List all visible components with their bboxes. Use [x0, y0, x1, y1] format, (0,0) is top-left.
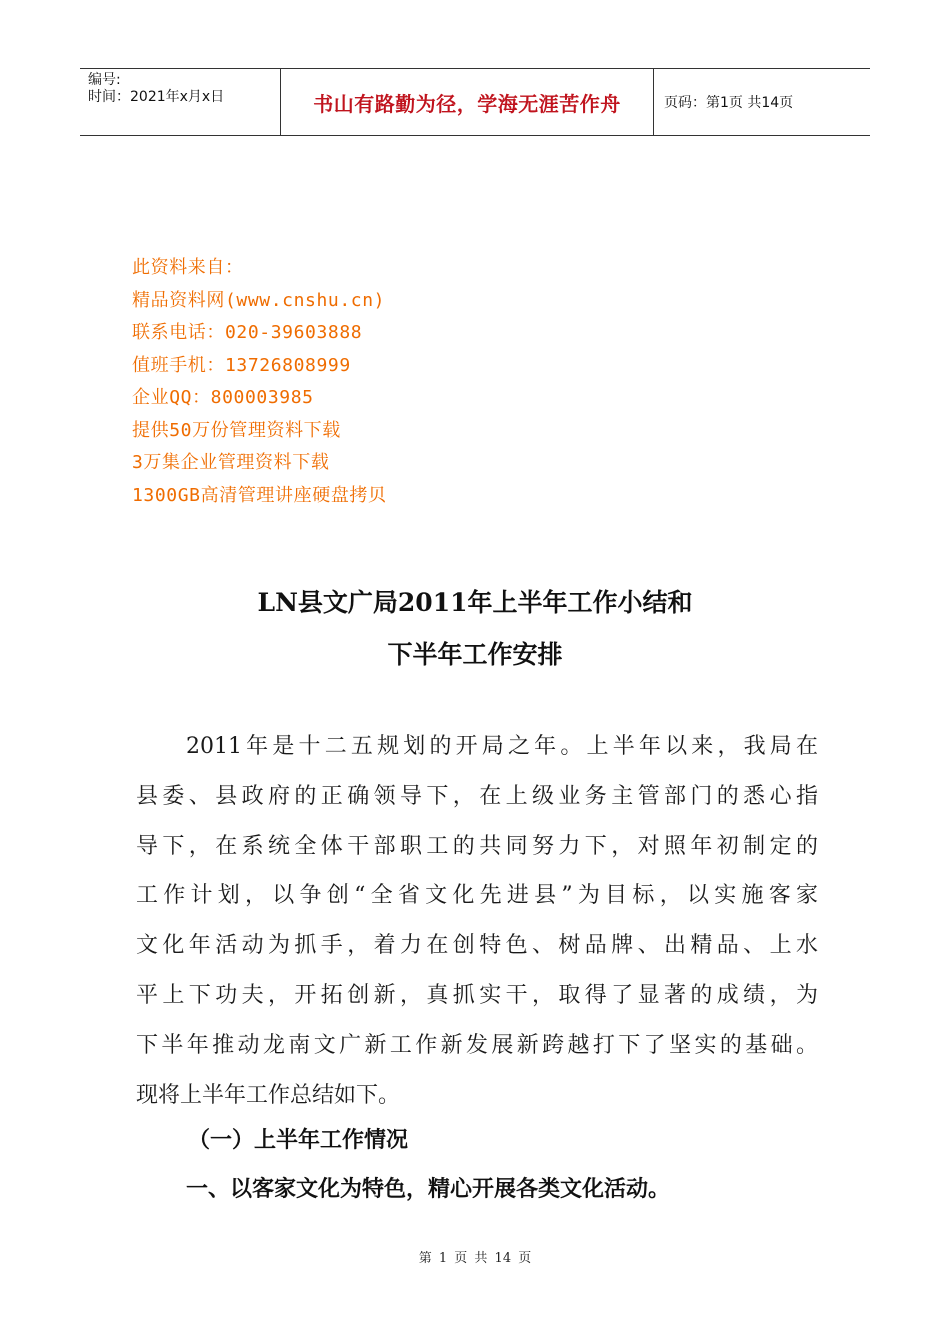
- paragraph-line: 工作计划，以争创“全省文化先进县”为目标，以实施客家: [136, 883, 818, 909]
- paragraph-line: 县委、县政府的正确领导下，在上级业务主管部门的悉心指: [136, 783, 818, 809]
- info-line: 值班手机：13726808999: [132, 354, 351, 376]
- paragraph-line: 文化年活动为抓手，着力在创特色、树品牌、出精品、上水: [136, 933, 818, 959]
- info-line: 3万集企业管理资料下载: [132, 452, 330, 473]
- page-footer: 第 1 页 共 14 页: [418, 1251, 532, 1266]
- info-line: 1300GB高清管理讲座硬盘拷贝: [132, 484, 387, 506]
- info-line: 提供50万份管理资料下载: [132, 419, 341, 441]
- title-line-2: 下半年工作安排: [387, 640, 563, 669]
- document-title: [0, 577, 950, 681]
- info-line: 此资料来自：: [132, 257, 244, 278]
- header-meta-cell: [80, 69, 281, 135]
- header-motto: 书山有路勤为径，学海无涯苦作舟: [281, 69, 654, 135]
- info-line: 企业QQ：800003985: [132, 387, 314, 408]
- subsection-heading: 一、以客家文化为特色，精心开展各类文化活动。: [186, 1177, 671, 1202]
- paragraph-line: 现将上半年工作总结如下。: [136, 1082, 401, 1108]
- title-line-1: LN县文广局2011年上半年工作小结和: [257, 588, 693, 617]
- header-page-info: 页码：第1页 共14页: [664, 95, 794, 111]
- paragraph-line: 平上下功夫，开拓创新，真抓实干，取得了显著的成绩，为: [136, 982, 818, 1008]
- document-time-label: 时间：2021年x月x日: [88, 89, 225, 105]
- info-line: 精品资料网(www.cnshu.cn): [132, 289, 386, 311]
- document-number-label: 编号:: [88, 72, 121, 88]
- page-header: [80, 68, 870, 136]
- info-line: 联系电话：020-39603888: [132, 322, 363, 343]
- intro-paragraph: [136, 722, 818, 1120]
- paragraph-line: 导下，在系统全体干部职工的共同努力下，对照年初制定的: [136, 833, 818, 859]
- paragraph-line: 下半年推动龙南文广新工作新发展新跨越打下了坚实的基础。: [136, 1032, 818, 1058]
- paragraph-line: 2011年是十二五规划的开局之年。上半年以来，我局在: [186, 734, 818, 759]
- section-heading: （一）上半年工作情况: [188, 1128, 409, 1153]
- source-info-block: [132, 252, 387, 512]
